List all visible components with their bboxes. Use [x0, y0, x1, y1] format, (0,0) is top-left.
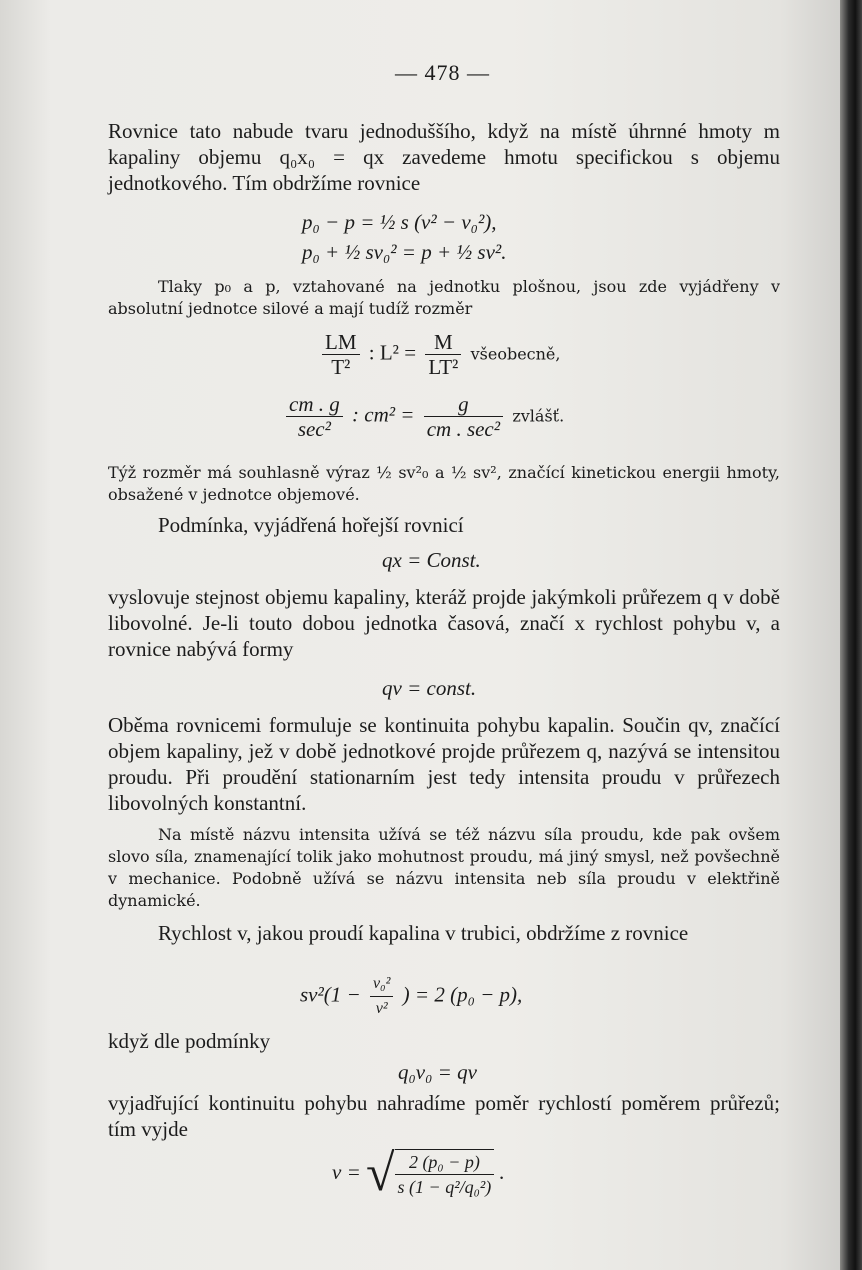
- square-root: √ $\frac{\text{2 (p₀ − p)}}{\text{s (1 − q²/q₀²)}}$: [366, 1148, 494, 1200]
- equation-4: qv = const.: [382, 676, 477, 700]
- paragraph-1: Rovnice tato nabude tvaru jednoduššího, když na místě úhrnné hmoty m kapaliny objemu q₀x₀ = qx zavedeme hmotu specifickou s objemu jednotkového. Tím obdržíme rovnice: [108, 119, 780, 195]
- equation-6: q₀v₀ = qv: [398, 1060, 477, 1084]
- equation-3: qx = Const.: [382, 548, 481, 572]
- paragraph-5: vyslovuje stejnost objemu kapaliny, kteráž projde jakýmkoli průřezem q v době libovolné. Je-li touto dobou jednotka časová, značí x rychlost pohybu v, a rovnice nabývá formy: [108, 585, 780, 661]
- paragraph-4: Podmínka, vyjádřená hořejší rovnicí: [158, 513, 464, 537]
- book-spine: [840, 0, 862, 1270]
- page-number: — 478 —: [395, 60, 490, 85]
- paragraph-2: Tlaky p₀ a p, vztahované na jednotku plošnou, jsou zde vyjádřeny v absolutní jednotce silové a mají tudíž rozměr: [108, 277, 780, 318]
- paragraph-9: když dle podmínky: [108, 1029, 271, 1053]
- paragraph-8: Rychlost v, jakou proudí kapalina v trubici, obdržíme z rovnice: [158, 921, 689, 945]
- equation-1: p₀ − p = ½ s (v² − v₀²),: [302, 210, 497, 234]
- dimension-equation-2: $\frac{cm . g}{\text{sec²}}$ : cm² = $\frac{g}{\text{cm . sec²}}$ zvlášť.: [282, 392, 564, 441]
- paragraph-7: Na místě názvu intensita užívá se též názvu síla proudu, kde pak ovšem slovo síla, znamenající tolik jako mohutnost proudu, má jiný smysl, než povšechně v mechanice. Podobně užívá se názvu intensita neb síla proudu v elektřině dynamické.: [108, 825, 780, 910]
- equation-2: p₀ + ½ sv₀² = p + ½ sv².: [302, 240, 507, 264]
- dimension-equation-1: $\frac{LM}{\text{T²}}$ : L² = $\frac{M}{\text{LT²}}$ všeobecně,: [318, 330, 560, 379]
- paragraph-10: vyjadřující kontinuitu pohybu nahradíme poměr rychlostí poměrem průřezů; tím vyjde: [108, 1091, 780, 1141]
- equation-7: v = √ $\frac{\text{2 (p₀ − p)}}{\text{s (1 − q²/q₀²)}}$ .: [332, 1145, 505, 1202]
- paragraph-6: Oběma rovnicemi formuluje se kontinuita pohybu kapalin. Součin qv, značící objem kapaliny, jež v době jednotkové projde průřezem q, nazývá se intensitou proudu. Při proudění stationarním jest tedy intensita proudu v průřezech libovolných konstantní.: [108, 713, 780, 815]
- equation-5: sv²(1 − $\frac{\text{v₀²}}{\text{v²}}$ ) = 2 (p₀ − p),: [300, 972, 522, 1021]
- paragraph-3: Týž rozměr má souhlasně výraz ½ sv²₀ a ½ sv², značící kinetickou energii hmoty, obsažené v jednotce objemové.: [108, 463, 780, 504]
